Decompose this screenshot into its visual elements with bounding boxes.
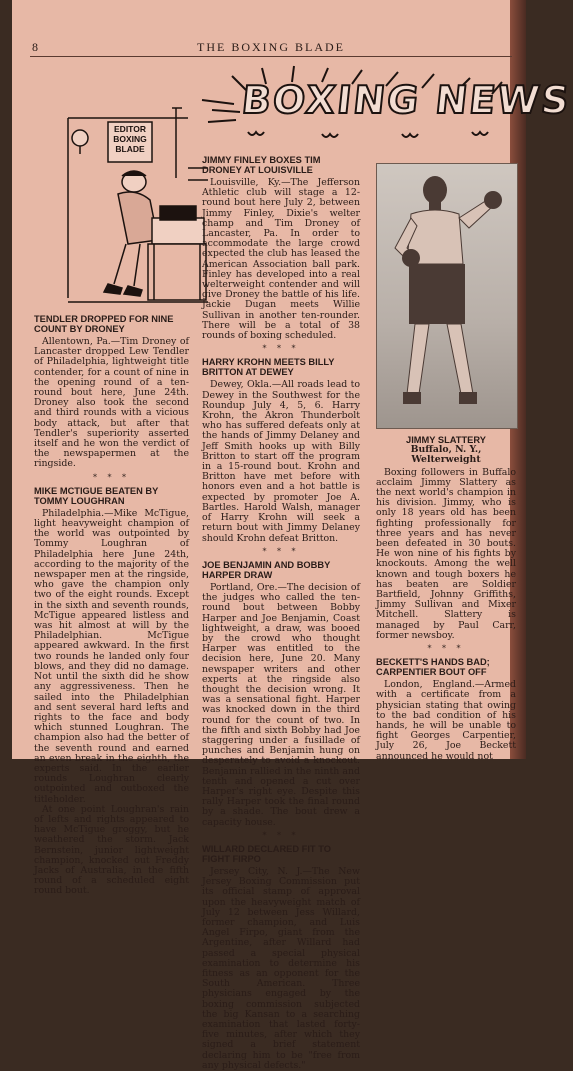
separator-stars: * * * <box>262 344 300 354</box>
page-header <box>12 40 526 54</box>
column-3 <box>376 153 516 762</box>
headline-willard: WILLARD DECLARED FIT TO FIGHT FIRPO <box>202 843 331 864</box>
headline-beckett: BECKETT'S HANDS BAD; CARPENTIER BOUT OFF <box>376 657 490 678</box>
headline-tendler: TENDLER DROPPED FOR NINE COUNT BY DRONEY <box>34 314 174 334</box>
separator-stars: * * * <box>427 644 465 654</box>
photo-caption-name: JIMMY SLATTERY <box>406 435 486 445</box>
page-number: 8 <box>32 40 38 54</box>
boxer-silhouette-icon <box>377 164 517 428</box>
sign-line: BOXING <box>113 134 147 144</box>
boxing-news-banner <box>202 62 573 146</box>
article-body-beckett: London, England.—Armed with a certificate from a physician stating that owing to the bad condition of his hands, he will be unable to fight Georges Carpentier, July 26, Joe Beckett announced he would not <box>376 679 516 762</box>
separator-stars: * * * <box>262 546 300 556</box>
column-1 <box>34 312 189 897</box>
article-body-tendler: Allentown, Pa.—Tim Droney of Lancaster dropped Lew Tendler of Philadelphia, lightweight title contender, for a count of nine in the opening round of a ten-round bout here, June 24th. Droney also took the second and third rounds with a vicious body attack, but after that Tendler's superiority asserted itself and he won the verdict of the newspapermen at the ringside. <box>34 336 189 470</box>
article-body-slattery: Boxing followers in Buffalo acclaim Jimmy Slattery as the next world's champion in his division. Jimmy, who is only 18 years old has been fighting professionally for three years and has never been defeated in 30 bouts. He won nine of his fights by knockouts. Among the well known and tough boxers he has beaten are Soldier Bartfield, Johnny Griffiths, Jimmy Sullivan and Mixer Mitchell. Slattery is managed by Paul Carr, former newsboy. <box>376 466 516 641</box>
column-2 <box>202 153 360 1071</box>
header-rule <box>30 56 512 57</box>
headline-mctigue: MIKE MCTIGUE BEATEN BY TOMMY LOUGHRAN <box>34 485 159 506</box>
headline-finley: JIMMY FINLEY BOXES TIM DRONEY AT LOUISVILLE <box>202 155 321 175</box>
magazine-title: THE BOXING BLADE <box>197 40 345 54</box>
article-body-krohn: Dewey, Okla.—All roads lead to Dewey in the Southwest for the Roundup July 4, 5, 6. Harry Krohn, the Akron Thunderbolt who has suffered defeats only at the hands of Jimmy Delaney and Jeff Smith hooks up with Billy Britton to start off the program in a 15-round bout. Krohn and Britton have met before with honors even and a hot battle is expected by promoter Joe A. Bartles. Harold Walsh, manager of Harry Krohn will seek a return bout with Jimmy Delaney should Krohn defeat Britton. <box>202 379 360 544</box>
separator-stars: * * * <box>92 472 131 482</box>
separator-stars: * * * <box>262 830 300 840</box>
headline-benjamin: JOE BENJAMIN AND BOBBY HARPER DRAW <box>202 559 331 580</box>
editor-sign <box>108 124 152 154</box>
sign-line: EDITOR <box>114 124 146 134</box>
banner-title: BOXING NEWS <box>239 78 573 122</box>
article-body-willard: Jersey City, N. J.—The New Jersey Boxing Commission put its official stamp of approval upon the heavyweight match of July 12 between Jess Willard, former champion, and Luis Angel Firpo, giant from the Argentine, after Willard had passed a special physical examination to determine his fitness as an opponent for the South American. Three physicians engaged by the boxing commission subjected the big Kansan to a searching examination that lasted forty-five minutes, after which they signed a brief statement declaring him to be "free from any physical defects." <box>202 865 360 1071</box>
article-body-mctigue-1: Philadelphia.—Mike McTigue, light heavyweight champion of the world was outpointed by Tommy Loughran of Philadelphia here June 24th, according to the majority of the newspaper men at the ringside, who gave the champion only two of the eight rounds. Except in the sixth and seventh rounds, McTigue appeared listless and was hit almost at will by the Philadelphian. McTigue appeared awkward. In the first two rounds he landed only four blows, and they did no damage. Not until the sixth did he show any aggressiveness. Then he sailed into the Philadelphian and sent several hard lefts and rights to the face and body which stunned Loughran. The champion also had the better of the seventh round and earned an even break in the eighth, the experts said. In the earlier rounds Loughran clearly outpointed and outboxed the titleholder. <box>34 507 189 805</box>
article-body-benjamin: Portland, Ore.—The decision of the judges who called the ten-round bout between Bobby Harper and Joe Benjamin, Coast lightweight, a draw, was booed by the crowd who thought Harper was entitled to the decision here, June 20. Many newspaper writers and other experts at the ringside also thought the decision wrong. It was a sensational fight. Harper was knocked down in the third round for the count of two. In the fifth and sixth Bobby had Joe staggering under a fusillade of punches and Benjamin hung on desperately to avoid a knockout. Benjamin rallied in the ninth and tenth and opened a cut over Harper's right eye. Despite this rally Harper took the final round by a shade. The bout drew a capacity house. <box>202 581 360 828</box>
magazine-page <box>12 0 573 1071</box>
headline-krohn: HARRY KROHN MEETS BILLY BRITTON AT DEWEY <box>202 357 335 378</box>
editor-cartoon <box>68 108 208 308</box>
article-body-mctigue-2: At one point Loughran's rain of lefts and rights appeared to have McTigue groggy, but he weathered the storm. Jack Bernstein, junior lightweight champion, knocked out Freddy Jacks of Australia, in the fifth round of a scheduled eight round bout. <box>34 803 189 897</box>
boxer-photo <box>376 163 518 429</box>
photo-caption-subtitle: Buffalo, N. Y., Welterweight <box>410 444 482 466</box>
sign-line: BLADE <box>115 144 145 154</box>
article-body-finley: Louisville, Ky.—The Jefferson Athletic club will stage a 12-round bout here July 2, between Jimmy Finley, Dixie's welter champ and Tim Droney of Lancaster, Pa. In order to accommodate the large crowd expected the club has leased the American Association ball park. Finley has developed into a real welterweight contender and will give Droney the battle of his life. Jackie Dugan meets Willie Sullivan in another ten-rounder. There will be a total of 38 rounds of boxing scheduled. <box>202 177 360 342</box>
